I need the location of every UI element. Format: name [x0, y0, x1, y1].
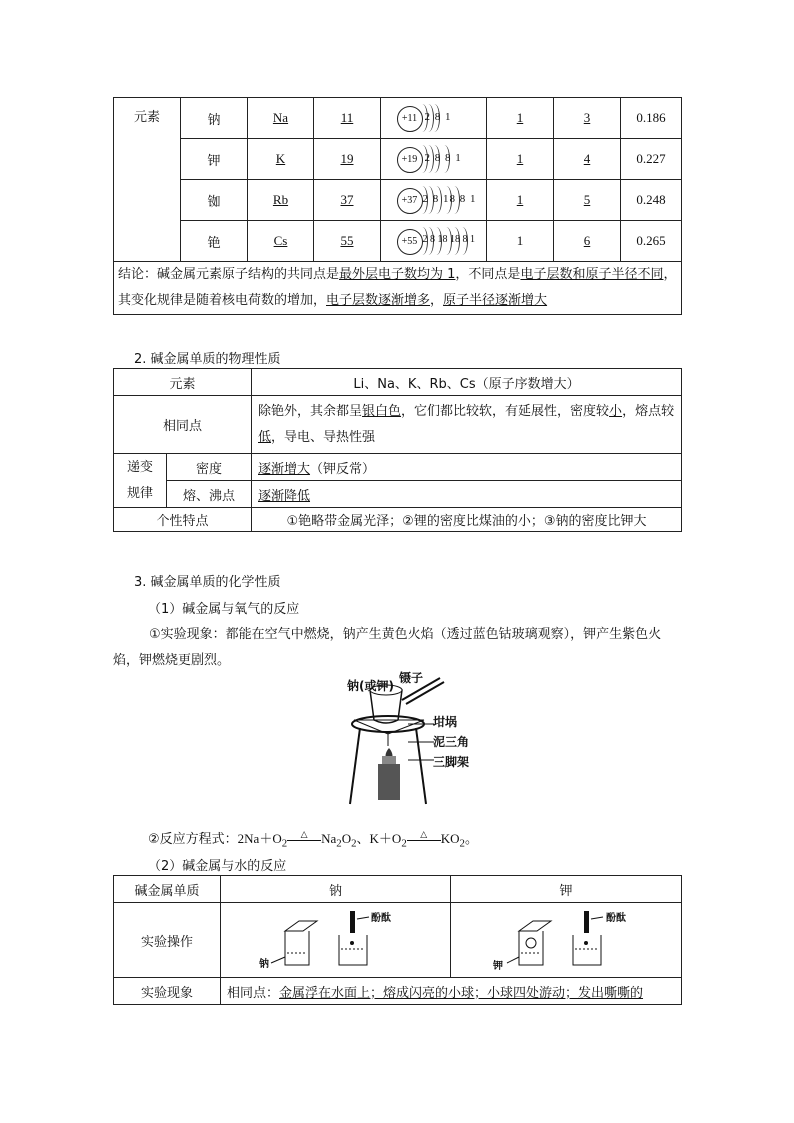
atomic-radius: 0.248	[636, 192, 666, 207]
potassium-experiment-cell	[451, 903, 682, 978]
atomic-structure-table	[113, 97, 682, 315]
density-label: 密度	[195, 461, 222, 477]
trend-label: 递变规律	[126, 459, 153, 501]
electron-layers: 5	[583, 192, 591, 207]
sodium-water-figure	[221, 903, 450, 973]
atomic-number: 55	[340, 233, 354, 248]
element-name: 铯	[207, 235, 221, 251]
element-symbol: Rb	[272, 192, 289, 207]
atomic-radius: 0.186	[636, 110, 666, 125]
element-symbol: Cs	[273, 233, 288, 248]
element-label: 元素	[133, 110, 160, 125]
col-header-potassium: 钾	[559, 883, 573, 899]
melting-point-trend: 逐渐降低	[258, 488, 311, 504]
phenomenon-prefix: 相同点：	[227, 985, 280, 1001]
density-note: （钾反常）	[310, 461, 376, 477]
atomic-number: 37	[340, 192, 354, 207]
subsection-water: （2）碱金属与水的反应	[148, 859, 287, 874]
electron-config: 2 8 8 1	[424, 152, 462, 164]
atomic-number: 19	[340, 151, 354, 166]
label-tripod: 三脚架	[433, 755, 470, 769]
potassium-figure-label: 钾	[493, 961, 503, 972]
nucleus: +11	[397, 106, 423, 132]
atomic-number: 11	[340, 110, 354, 125]
label-clay-triangle: 泥三角	[433, 735, 470, 749]
subsection-oxygen: （1）碱金属与氧气的反应	[148, 602, 300, 617]
phenomenon-text: ①实验现象：都能在空气中燃烧，钠产生黄色火焰（透过蓝色钴玻璃观察），钾产生紫色火焰，钾燃烧更剧烈。	[113, 627, 662, 668]
label-leader-lines	[408, 718, 434, 764]
element-symbol: Na	[272, 110, 289, 125]
nucleus: +37	[397, 188, 423, 214]
special-value: ①铯略带金属光泽；②锂的密度比煤油的小；③钠的密度比钾大	[286, 514, 647, 529]
col-header-metal: 碱金属单质	[134, 883, 200, 899]
section-heading: 3. 碱金属单质的化学性质	[134, 575, 281, 590]
row-label-phenomenon: 实验现象	[140, 985, 193, 1001]
atom-diagram-na	[389, 102, 479, 134]
outer-electrons: 1	[516, 233, 524, 248]
potassium-water-figure	[451, 903, 681, 973]
sodium-experiment-cell	[221, 903, 451, 978]
indicator-label: 酚酞	[371, 913, 391, 924]
element-name: 钠	[207, 112, 221, 128]
element-symbol: K	[275, 151, 286, 166]
label-sodium-potassium: 钠(或钾)	[347, 679, 394, 693]
electron-config: 2 8 1	[424, 111, 452, 123]
density-trend: 逐渐增大	[258, 461, 311, 477]
common-label: 相同点	[162, 419, 202, 434]
electron-config: 2 8 18 18 8 1	[422, 234, 475, 245]
electron-layers: 4	[583, 151, 591, 166]
atom-diagram-rb	[389, 184, 479, 216]
conclusion-cell	[114, 262, 682, 315]
physical-properties-table	[113, 368, 682, 532]
atom-diagram-k	[389, 143, 479, 175]
common-text: 除铯外，其余都呈银白色，它们都比较软，有延展性，密度较小，熔点较低，导电、导热性强	[258, 403, 675, 445]
nucleus: +19	[397, 147, 423, 173]
atom-diagram-cs	[389, 225, 479, 257]
nucleus: +55	[397, 229, 423, 255]
section-heading: 2. 碱金属单质的物理性质	[134, 352, 281, 367]
outer-electrons: 1	[516, 192, 524, 207]
atomic-radius: 0.265	[636, 233, 666, 248]
special-label: 个性特点	[156, 514, 209, 529]
label-crucible: 坩埚	[433, 715, 458, 729]
indicator-label: 酚酞	[606, 913, 626, 924]
element-name: 铷	[207, 194, 221, 210]
electron-config: 2 8 18 8 1	[422, 193, 477, 205]
electron-layers: 6	[583, 233, 591, 248]
sodium-figure-label: 钠	[259, 959, 269, 970]
col-header-sodium: 钠	[328, 883, 342, 899]
element-name: 钾	[207, 153, 221, 169]
phenomenon-common: 金属浮在水面上；熔成闪亮的小球；小球四处游动；发出嘶嘶的	[279, 985, 644, 1001]
water-reaction-table	[113, 875, 682, 1005]
outer-electrons: 1	[516, 110, 524, 125]
row-label-operation: 实验操作	[140, 934, 193, 950]
electron-layers: 3	[583, 110, 591, 125]
elements-label: 元素	[169, 376, 196, 392]
atomic-radius: 0.227	[636, 151, 666, 166]
outer-electrons: 1	[516, 151, 524, 166]
reaction-equation: ②反应方程式：$2Na+O_2\triangle$ $Na_2O_2$、$K+O_2\triangle$ $KO_2$。	[148, 829, 478, 850]
melting-point-label: 熔、沸点	[182, 488, 235, 504]
label-tongs: 镊子	[399, 671, 424, 685]
element-label-cell	[114, 98, 181, 262]
elements-value: Li、Na、K、Rb、Cs（原子序数增大）	[353, 376, 580, 392]
conclusion-text: 结论：碱金属元素原子结构的共同点是最外层电子数均为 1，不同点是电子层数和原子半径不同，其变化规律是随着核电荷数的增加，电子层数逐渐增多，原子半径逐渐增大	[118, 267, 677, 308]
